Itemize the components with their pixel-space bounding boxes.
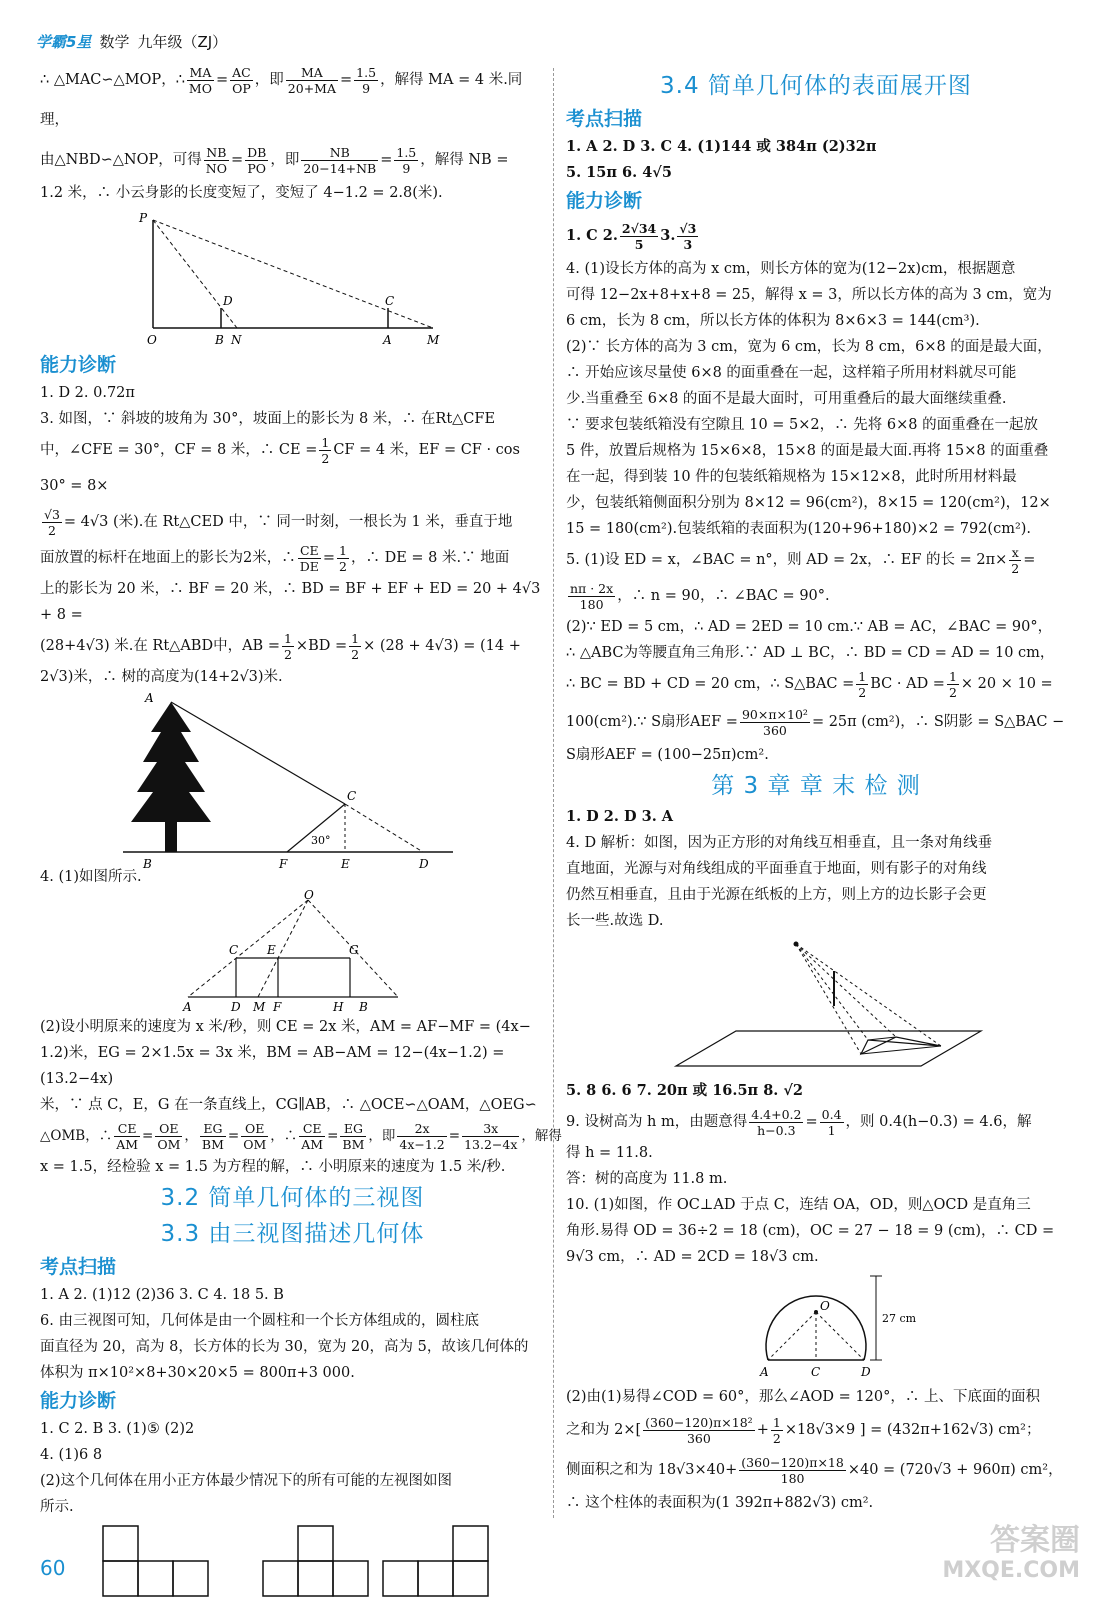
answer-line: 10. (1)如图，作 OC⊥AD 于点 C，连结 OA，OD，则△OCD 是直角三 [566,1197,1031,1213]
fraction: $\frac{DB}{PO}$ [247,144,267,176]
svg-text:O: O [146,333,157,347]
svg-text:D: D [418,857,429,871]
shadow-diagram-figure [133,208,453,348]
fraction: $\frac{\text{90×π×10²}}{360}$ [741,706,808,738]
fraction: $\frac{1}{2}$ [948,668,957,700]
watermark: 答案圈 MXQE.COM [942,1523,1080,1583]
fraction: $\frac{3x}{13.2-4x}$ [464,1121,518,1152]
answer-line: $\frac{n\pi \cdot 2x}{180}$ ，∴ n = 90，∴ ∠BAC = 90°. [570,580,830,612]
answer-line: (2)∵ 长方体的高为 3 cm，宽为 6 cm，长为 8 cm，6×8 的面是最大面， [566,339,1052,355]
svg-text:30°: 30° [310,834,330,847]
answer-line: 得 h = 11.8. [566,1145,653,1161]
left-column [40,60,562,1604]
tree-icon [131,702,211,822]
fraction: $\frac{4.4+0.2}{h-0.3}$ [751,1106,802,1138]
cylinder-section-figure [716,1272,916,1382]
page-number: 60 [40,1556,66,1580]
header-grade: 九年级（ZJ） [137,32,228,51]
fraction: $\frac{1.5}{9}$ [396,144,417,176]
answer-line: 面放置的标杆在地面上的影长为2米，∴ $\frac{CE}{DE}$ = $\frac{1}{2}$ ，∴ DE = 8 米.∵ 地面 [40,542,510,574]
answer-line: 9√3 cm，∴ AD = 2CD = 18√3 cm. [566,1249,819,1265]
fraction: $\frac{1}{2}$ [772,1414,781,1446]
answer-line: 5. (1)设 ED = x，∠BAC = n°，则 AD = 2x，∴ EF 的长 = 2π× $\frac{x}{2}$ = [566,544,1036,576]
answer-line: (2)设小明原来的速度为 x 米/秒，则 CE = 2x 米，AM = AF−MF = (4x− [40,1019,531,1035]
svg-text:D: D [861,1365,871,1379]
svg-text:E: E [266,943,276,957]
svg-text:C: C [811,1365,821,1379]
answer-line: 1. A 2. D 3. C 4. (1)144 或 384π (2)32π [566,138,877,155]
page-header [36,30,227,52]
answer-line: 由△NBD∽△NOP，可得 $\frac{NB}{NO}$ = $\frac{DB}{PO}$ ，即 $\frac{NB}{20-14+NB}$ = $\frac{1.5}{9}$ ，解得 NB = [40,144,509,176]
fraction: $\frac{1}{2}$ [283,630,292,662]
answer-line: 3. 如图，∵ 斜坡的坡角为 30°，坡面上的影长为 8 米，∴ 在Rt△CFE [40,411,496,427]
answer-line: 4. (1)设长方体的高为 x cm，则长方体的宽为(12−2x)cm，根据题意 [566,261,1016,277]
fraction: $\frac{EG}{BM}$ [201,1121,224,1152]
fraction: $\frac{1}{2}$ [321,434,330,466]
answer-line: 9. 设树高为 h m，由题意得 $\frac{4.4+0.2}{h-0.3}$ = $\frac{0.4}{1}$ ，则 0.4(h−0.3) = 4.6，解 [566,1106,1032,1138]
fraction: $\frac{2√34}{5}$ [621,220,657,252]
answer-line: (2)由(1)易得∠COD = 60°，那么∠AOD = 120°，∴ 上、下底面的面积 [566,1389,1040,1405]
answer-line: 米，∵ 点 C，E，G 在一条直线上，CG∥AB，∴ △OCE∽△OAM，△OEG∽ [40,1097,537,1113]
answer-line: (2)∵ ED = 5 cm，∴ AD = 2ED = 10 cm.∵ AB = AC，∠BAC = 90°， [566,619,1053,635]
section-subtitle: 能力诊断 [40,354,117,376]
svg-text:D: D [230,1000,241,1014]
answer-line: 少，包装纸箱侧面积分别为 8×12 = 96(cm²)，8×15 = 120(cm²)，12× [566,495,1051,511]
answer-line: 中，∠CFE = 30°，CF = 8 米，∴ CE = $\frac{1}{2}$ CF = 4 米，EF = CF · cos 30° = 8× [40,434,520,494]
answer-line: ∴ 开始应该尽量使 6×8 的面重叠在一起，这样箱子所用材料就尽可能 [566,365,1017,381]
section-title-3-3: 3.3 由三视图描述几何体 [160,1221,425,1247]
answer-line: 长一些.故选 D. [566,913,664,929]
fraction: $\frac{NB}{20-14+NB}$ [303,144,377,176]
answer-line: S扇形AEF = (100−25π)cm². [566,747,769,763]
left-view-figures [53,1522,533,1602]
svg-text:G: G [348,943,359,957]
answer-line: 少.当重叠至 6×8 的面不是最大面时，可用重叠后的最大面继续重叠. [566,391,1007,407]
answer-line: x = 1.5，经检验 x = 1.5 为方程的解，∴ 小明原来的速度为 1.5 米/秒. [40,1159,506,1175]
fraction: $\frac{1}{2}$ [858,668,867,700]
answer-line: 2√3)米，∴ 树的高度为(14+2√3)米. [40,669,283,685]
answer-line: 4. (1)如图所示. [40,869,142,885]
fraction: $\frac{n\pi \cdot 2x}{180}$ [570,580,614,612]
svg-text:F: F [278,857,287,871]
fraction: $\frac{(360-120)\pi\times 18}{180}$ [741,1454,844,1486]
fraction: $\frac{1.5}{9}$ [356,64,377,96]
fraction: $\frac{CE}{AM}$ [116,1121,139,1152]
streetlight-shadow-figure [173,888,413,1014]
svg-text:M: M [252,1000,265,1014]
answer-line: 所示. [40,1499,74,1515]
answer-line: 答：树的高度为 11.8 m. [566,1171,728,1187]
answer-line: 之和为 2×[ $\frac{\text{(360−120)π×18²}}{360}$ + $\frac{1}{2}$ ×18√3×9 ] = (432π+162√3) cm²； [566,1414,1041,1446]
fraction: $\frac{NB}{NO}$ [205,144,227,176]
answer-line: ∴ △ABC为等腰直角三角形.∵ AD ⊥ BC，∴ BD = CD = AD = 10 cm， [566,645,1055,661]
svg-text:O: O [820,1299,830,1313]
answer-line: ∴ △MAC∽△MOP，∴ $\frac{MA}{MO}$ = $\frac{AC}{OP}$ ，即 $\frac{MA}{20+MA}$ = $\frac{1.5}{9}$ ，解得 MA = 4 米.同理， [40,64,523,128]
svg-text:M: M [426,333,439,347]
answer-line: 5 件，放置后规格为 15×6×8，15×8 的面是最大面.再将 15×8 的面重叠 [566,443,1049,459]
fraction: $\frac{1}{2}$ [339,542,347,574]
answer-line: 体积为 π×10²×8+30×20×5 = 800π+3 000. [40,1365,355,1381]
svg-text:B: B [358,1000,368,1014]
svg-text:A: A [382,333,392,347]
answer-line: 仍然互相垂直，且由于光源在纸板的上方，则上方的边长影子会更 [566,887,987,903]
fraction: $\frac{MA}{20+MA}$ [287,64,337,96]
svg-text:D: D [222,294,233,308]
svg-text:C: C [228,943,238,957]
svg-text:B: B [214,333,224,347]
svg-text:N: N [230,333,241,347]
answer-line: 可得 12−2x+8+x+8 = 25，解得 x = 3，所以长方体的高为 3 cm，宽为 [566,287,1052,303]
fraction: $\frac{OE}{OM}$ [243,1121,267,1152]
svg-text:C: C [384,294,394,308]
answer-line: 1. C 2. B 3. (1)⑤ (2)2 [40,1421,195,1437]
answer-line: 1.2)米，EG = 2×1.5x = 3x 米，BM = AB−AM = 12−(4x−1.2) = (13.2−4x) [40,1045,505,1087]
tree-shadow-figure [113,691,473,871]
fraction: $\frac{x}{2}$ [1011,544,1020,576]
fraction: $\frac{0.4}{1}$ [821,1106,842,1138]
fraction: $\frac{√3}{2}$ [44,506,60,538]
answer-line: 直地面，光源与对角线组成的平面垂直于地面，则有影子的对角线 [566,861,987,877]
right-column [566,68,1066,1516]
fraction: $\frac{OE}{OM}$ [157,1121,181,1152]
answer-line: 角形.易得 OD = 36÷2 = 18 (cm)，OC = 27 − 18 = 9 (cm)，∴ CD = [566,1223,1055,1239]
answer-line: ∵ 要求包装纸箱没有空隙且 10 = 5×2，∴ 先将 6×8 的面重叠在一起放 [566,417,1039,433]
fraction: $\frac{√3}{3}$ [679,220,697,252]
svg-text:A: A [144,691,154,705]
answer-line: 在一起，得到装 10 件的包装纸箱规格为 15×12×8，此时所用材料最 [566,469,1017,485]
svg-text:A: A [760,1365,769,1379]
svg-text:P: P [138,211,147,225]
svg-text:E: E [340,857,350,871]
section-title-3-4: 3.4 简单几何体的表面展开图 [660,73,972,99]
svg-text:A: A [182,1000,192,1014]
square-shadow-figure [636,936,996,1076]
answer-line: 6 cm，长为 8 cm，所以长方体的体积为 8×6×3 = 144(cm³). [566,313,980,329]
answer-line: 1.2 米，∴ 小云身影的长度变短了，变短了 4−1.2 = 2.8(米). [40,185,443,201]
fraction: $\frac{AC}{OP}$ [232,64,251,96]
header-subject: 数学 [99,32,130,51]
fraction: $\frac{CE}{DE}$ [299,542,319,574]
fraction: $\frac{MA}{MO}$ [188,64,212,96]
svg-text:O: O [303,888,314,902]
svg-text:H: H [332,1000,343,1014]
answer-line: 4. D 解析：如图，因为正方形的对角线互相垂直，且一条对角线垂 [566,835,993,851]
answer-line: 侧面积之和为 18√3×40+ $\frac{(360-120)\pi\times 18}{180}$ ×40 = (720√3 + 960π) cm²， [566,1454,1063,1486]
answer-line: △OMB，∴ $\frac{CE}{AM}$ = $\frac{OE}{OM}$ ， $\frac{EG}{BM}$ = $\frac{OE}{OM}$ ，∴ $\frac{CE}{AM}$ = $\frac{EG}{BM}$ ，即 $\frac{2x}{4x-1.2}$ = $\frac{3x}{13.2-4x}$ ，解得 [40,1121,562,1152]
svg-text:F: F [272,1000,281,1014]
answer-line: 上的影长为 20 米，∴ BF = 20 米，∴ BD = BF + EF + ED = 20 + 4√3 + 8 = [40,581,541,623]
column-divider [553,68,554,1518]
fraction: $\frac{\text{(360−120)π×18²}}{360}$ [645,1414,753,1446]
answer-line: ∴ 这个柱体的表面积为(1 392π+882√3) cm². [566,1495,874,1511]
answer-line: 15 = 180(cm²).包装纸箱的表面积为(120+96+180)×2 = 792(cm²). [566,521,1032,537]
answer-line: 4. (1)6 8 [40,1447,103,1463]
fraction: $\frac{CE}{AM}$ [301,1121,324,1152]
section-subtitle: 能力诊断 [566,190,643,212]
answer-line: ∴ BC = BD + CD = 20 cm，∴ S△BAC = $\frac{1}{2}$ BC · AD = $\frac{1}{2}$ × 20 × 10 = [566,668,1053,700]
answer-line: 面直径为 20，高为 8，长方体的长为 30，宽为 20，高为 5，故该几何体的 [40,1339,529,1355]
fraction: $\frac{1}{2}$ [351,630,360,662]
section-subtitle: 能力诊断 [40,1390,117,1412]
answer-line: 1. D 2. D 3. A [566,808,674,825]
answer-line: 1. A 2. (1)12 (2)36 3. C 4. 18 5. B [40,1287,284,1303]
answer-line: 1. D 2. 0.72π [40,385,135,401]
fraction: $\frac{2x}{4x-1.2}$ [399,1121,445,1152]
brand-logo: 学霸5星 [36,32,92,51]
answer-line: (2)这个几何体在用小正方体最少情况下的所有可能的左视图如图 [40,1473,453,1489]
section-subtitle: 考点扫描 [566,108,643,130]
chapter-test-title: 第 3 章 章 末 检 测 [711,773,921,799]
answer-line: (28+4√3) 米.在 Rt△ABD中，AB = $\frac{1}{2}$ ×BD = $\frac{1}{2}$ × (28 + 4√3) = (14 + [40,630,521,662]
answer-line: 5. 8 6. 6 7. 20π 或 16.5π 8. √2 [566,1082,803,1099]
section-title-3-2: 3.2 简单几何体的三视图 [160,1185,425,1211]
svg-text:C: C [346,789,356,803]
answer-line: 6. 由三视图可知，几何体是由一个圆柱和一个长方体组成的，圆柱底 [40,1313,479,1329]
svg-text:27 cm: 27 cm [882,1312,917,1325]
answer-line: 1. C 2. $\frac{2√34}{5}$ 3. $\frac{√3}{3}$ [566,220,697,252]
fraction: $\frac{EG}{BM}$ [342,1121,365,1152]
section-subtitle: 考点扫描 [40,1256,117,1278]
answer-line: 100(cm²).∵ S扇形AEF = $\frac{\text{90×π×10²}}{360}$ = 25π (cm²)，∴ S阴影 = S△BAC − [566,706,1065,738]
answer-line: 5. 15π 6. 4√5 [566,164,672,181]
svg-text:B: B [142,857,152,871]
answer-line: $\frac{√3}{2}$ = 4√3 (米).在 Rt△CED 中，∵ 同一时刻，一根长为 1 米，垂直于地 [44,506,513,538]
